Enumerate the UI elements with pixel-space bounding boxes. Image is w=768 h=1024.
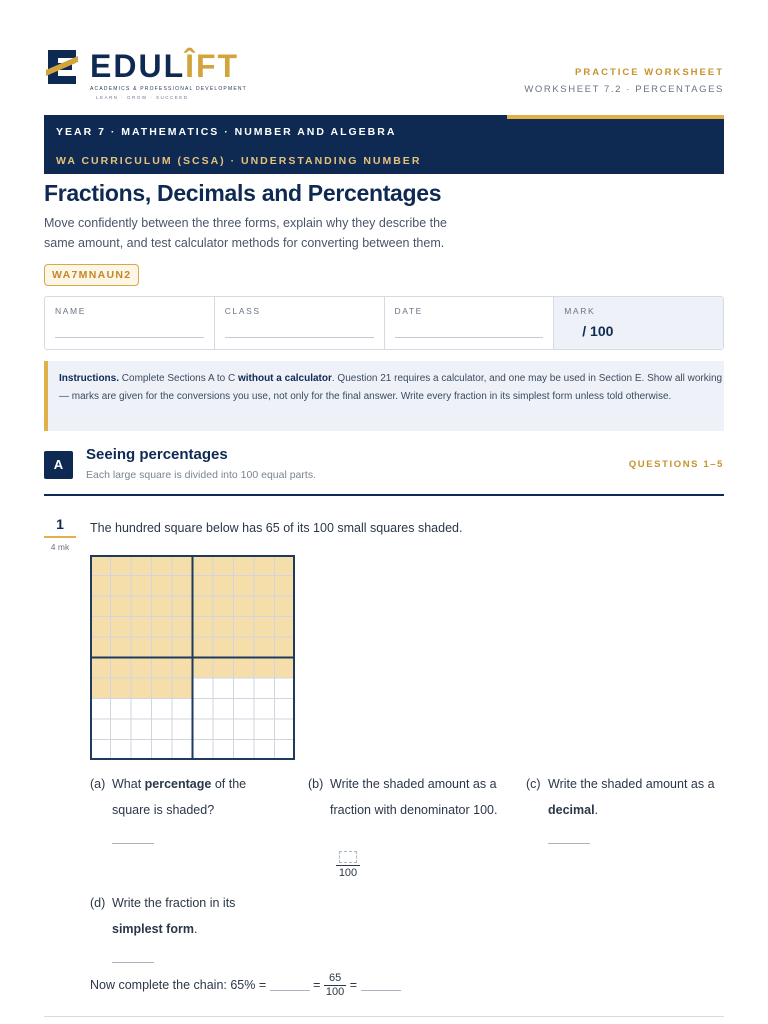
grid-cell-shaded (152, 617, 173, 638)
grid-cell-shaded (234, 658, 255, 679)
part-b-text: Write the shaded amount as a fraction with denominator 100. (330, 777, 498, 817)
grid-cell-shaded (131, 637, 152, 658)
grid-cell-shaded (152, 658, 173, 679)
grid-cell-unshaded (172, 719, 193, 740)
part-d-text-2: . (193, 922, 198, 936)
banner-accent-bar (507, 115, 724, 119)
part-a (90, 771, 270, 851)
grid-cell-unshaded (193, 740, 214, 761)
grid-cell-unshaded (275, 719, 296, 740)
conversion-chain (90, 972, 401, 999)
grid-cell-shaded (193, 637, 214, 658)
grid-cell-shaded (275, 658, 296, 679)
grid-cell-unshaded (193, 699, 214, 720)
grid-cell-unshaded (90, 719, 111, 740)
grid-cell-shaded (152, 576, 173, 597)
hundred-square-grid (90, 555, 295, 760)
instructions-lead: Instructions. (59, 373, 120, 384)
part-b-numerator-box[interactable] (339, 851, 357, 863)
grid-cell-shaded (254, 596, 275, 617)
grid-cell-unshaded (213, 678, 234, 699)
mark-field[interactable] (554, 297, 723, 349)
grid-cell-shaded (90, 637, 111, 658)
section-question-range: QUESTIONS 1–5 (628, 459, 724, 470)
grid-cell-unshaded (90, 699, 111, 720)
grid-cell-unshaded (172, 740, 193, 761)
grid-cell-shaded (275, 617, 296, 638)
class-label: CLASS (224, 306, 261, 316)
part-c-text (548, 771, 724, 823)
grid-cell-unshaded (111, 740, 132, 761)
grid-cell-shaded (193, 617, 214, 638)
grid-cell-shaded (152, 555, 173, 576)
grid-cell-shaded (213, 596, 234, 617)
grid-cell-shaded (254, 658, 275, 679)
grid-cell-shaded (131, 596, 152, 617)
grid-cell-shaded (111, 658, 132, 679)
grid-cell-unshaded (213, 719, 234, 740)
date-label: DATE (394, 306, 423, 316)
grid-cell-shaded (172, 637, 193, 658)
grid-cell-unshaded (254, 699, 275, 720)
question-marks: 4 mk (50, 542, 70, 552)
grid-cell-shaded (90, 596, 111, 617)
brand-motto: LEARN · GROW · SUCCEED (96, 95, 189, 100)
grid-cell-shaded (193, 658, 214, 679)
grid-cell-shaded (193, 576, 214, 597)
page-title: Fractions, Decimals and Percentages (44, 180, 442, 206)
part-d-answer-line[interactable] (112, 962, 154, 963)
grid-cell-shaded (234, 576, 255, 597)
page-bottom-rule (44, 1016, 724, 1017)
grid-cell-unshaded (172, 699, 193, 720)
part-c-label: (c) (526, 777, 541, 791)
grid-cell-shaded (111, 576, 132, 597)
grid-cell-unshaded (234, 719, 255, 740)
grid-cell-unshaded (152, 740, 173, 761)
section-letter: A (44, 451, 73, 479)
grid-cell-shaded (131, 678, 152, 699)
part-a-text-1: What (112, 777, 145, 791)
grid-cell-shaded (111, 617, 132, 638)
chain-denominator: 100 (325, 986, 345, 998)
mark-label: MARK (564, 306, 596, 316)
grid-cell-shaded (90, 617, 111, 638)
grid-cell-shaded (234, 596, 255, 617)
chain-numerator: 65 (324, 972, 346, 986)
instructions-box (44, 361, 724, 431)
grid-cell-shaded (172, 596, 193, 617)
grid-cell-shaded (213, 555, 234, 576)
grid-cell-shaded (234, 617, 255, 638)
part-b-denominator: 100 (338, 867, 358, 879)
grid-cell-unshaded (193, 719, 214, 740)
grid-cell-shaded (131, 658, 152, 679)
part-d-text-1: Write the fraction in its (112, 896, 236, 910)
instructions-text-1: Complete Sections A to C (119, 373, 238, 384)
grid-cell-shaded (111, 555, 132, 576)
grid-cell-shaded (131, 617, 152, 638)
part-c-bold: decimal (548, 803, 595, 817)
grid-cell-unshaded (234, 678, 255, 699)
date-field[interactable] (385, 297, 555, 349)
class-field[interactable] (215, 297, 385, 349)
class-line (225, 337, 374, 338)
instructions-text-2: . Question 21 requires a calculator, and one may be used in Section E. Show all working — marks are given for the conversions you use, not only for the final answer. Write every fraction in its simplest form unless told otherwise. (59, 373, 723, 402)
part-a-label: (a) (90, 777, 106, 791)
grid-cell-shaded (193, 555, 214, 576)
part-c-text-1: Write the shaded amount as a (548, 777, 715, 791)
grid-cell-shaded (172, 658, 193, 679)
grid-cell-unshaded (90, 740, 111, 761)
grid-cell-unshaded (131, 740, 152, 761)
grid-cell-unshaded (254, 678, 275, 699)
chain-equals-2: = (349, 977, 358, 992)
grid-cell-shaded (152, 637, 173, 658)
curriculum-code-badge: WA7MNAUN2 (44, 264, 139, 286)
section-subtitle: Each large square is divided into 100 equal parts. (86, 469, 316, 481)
grid-cell-shaded (111, 596, 132, 617)
grid-cell-shaded (131, 555, 152, 576)
edulift-logo-icon (44, 48, 80, 86)
grid-cell-unshaded (213, 740, 234, 761)
name-label: NAME (55, 306, 86, 316)
part-a-bold: percentage (144, 777, 212, 791)
grid-cell-shaded (254, 637, 275, 658)
mark-value: / 100 (582, 323, 614, 339)
section-title: Seeing percentages (86, 446, 228, 463)
grid-cell-unshaded (254, 740, 275, 761)
chain-prefix: Now complete the chain: 65% = (90, 977, 267, 992)
part-d (90, 890, 270, 970)
banner-line-1: YEAR 7 · MATHEMATICS · NUMBER AND ALGEBRA (56, 126, 397, 138)
grid-cell-shaded (111, 678, 132, 699)
grid-cell-shaded (90, 555, 111, 576)
part-b-label: (b) (308, 777, 324, 791)
name-field[interactable] (45, 297, 215, 349)
part-c-text-2: . (594, 803, 599, 817)
brand-name (90, 48, 239, 84)
grid-cell-shaded (254, 576, 275, 597)
grid-cell-shaded (152, 678, 173, 699)
part-a-text (112, 771, 262, 823)
part-c-answer-line[interactable] (548, 843, 590, 844)
part-b (308, 771, 513, 886)
grid-cell-unshaded (152, 719, 173, 740)
question-number-underline (44, 536, 76, 538)
grid-cell-unshaded (234, 699, 255, 720)
doc-type-label: PRACTICE WORKSHEET (575, 67, 724, 78)
date-line (395, 337, 544, 338)
grid-cell-unshaded (193, 678, 214, 699)
grid-cell-shaded (111, 637, 132, 658)
grid-cell-shaded (172, 576, 193, 597)
chain-blank-2[interactable] (361, 990, 401, 991)
grid-cell-shaded (193, 596, 214, 617)
worksheet-label: WORKSHEET 7.2 · PERCENTAGES (524, 84, 724, 95)
part-d-label: (d) (90, 896, 106, 910)
grid-cell-shaded (275, 637, 296, 658)
student-info-box (44, 296, 724, 350)
grid-cell-shaded (275, 596, 296, 617)
grid-cell-shaded (275, 576, 296, 597)
grid-cell-shaded (213, 617, 234, 638)
grid-cell-unshaded (131, 719, 152, 740)
grid-cell-shaded (172, 678, 193, 699)
grid-cell-unshaded (234, 740, 255, 761)
grid-cell-unshaded (254, 719, 275, 740)
part-a-answer-line[interactable] (112, 843, 154, 844)
grid-cell-shaded (234, 637, 255, 658)
grid-cell-shaded (234, 555, 255, 576)
grid-cell-shaded (213, 576, 234, 597)
curriculum-banner (44, 115, 724, 174)
grid-cell-shaded (131, 576, 152, 597)
grid-cell-shaded (172, 617, 193, 638)
grid-cell-shaded (213, 658, 234, 679)
part-c (526, 771, 726, 851)
question-number: 1 (56, 516, 64, 532)
grid-cell-unshaded (111, 699, 132, 720)
grid-cell-unshaded (152, 699, 173, 720)
instructions-bold-1: without a calculator (237, 373, 332, 384)
grid-cell-unshaded (131, 699, 152, 720)
part-a-text-2: of the square is shaded? (112, 777, 247, 817)
brand-tagline: ACADEMICS & PROFESSIONAL DEVELOPMENT (90, 86, 247, 92)
grid-cell-shaded (254, 617, 275, 638)
brand-name-main: EDUL (90, 48, 186, 84)
grid-cell-unshaded (275, 740, 296, 761)
page-description: Move confidently between the three forms, explain why they describe the same amount, and test calculator methods for converting between them. (44, 216, 447, 250)
grid-cell-shaded (152, 596, 173, 617)
grid-cell-shaded (90, 576, 111, 597)
grid-cell-unshaded (275, 678, 296, 699)
part-b-fraction (336, 851, 360, 881)
grid-cell-shaded (213, 637, 234, 658)
grid-cell-unshaded (213, 699, 234, 720)
name-line (55, 337, 204, 338)
grid-cell-shaded (90, 658, 111, 679)
part-d-text (112, 890, 252, 942)
chain-blank-1[interactable] (270, 990, 310, 991)
grid-cell-shaded (172, 555, 193, 576)
grid-cell-unshaded (111, 719, 132, 740)
grid-cell-shaded (275, 555, 296, 576)
part-d-bold: simplest form (112, 922, 194, 936)
chain-equals-1: = (313, 977, 321, 992)
section-divider (44, 494, 724, 496)
grid-cell-unshaded (275, 699, 296, 720)
chain-fraction (324, 972, 346, 999)
banner-line-2: WA CURRICULUM (SCSA) · UNDERSTANDING NUMBER (56, 155, 422, 167)
grid-cell-shaded (90, 678, 111, 699)
question-text: The hundred square below has 65 of its 100 small squares shaded. (90, 521, 463, 535)
brand-name-accent: ÎFT (185, 48, 240, 84)
grid-cell-shaded (254, 555, 275, 576)
